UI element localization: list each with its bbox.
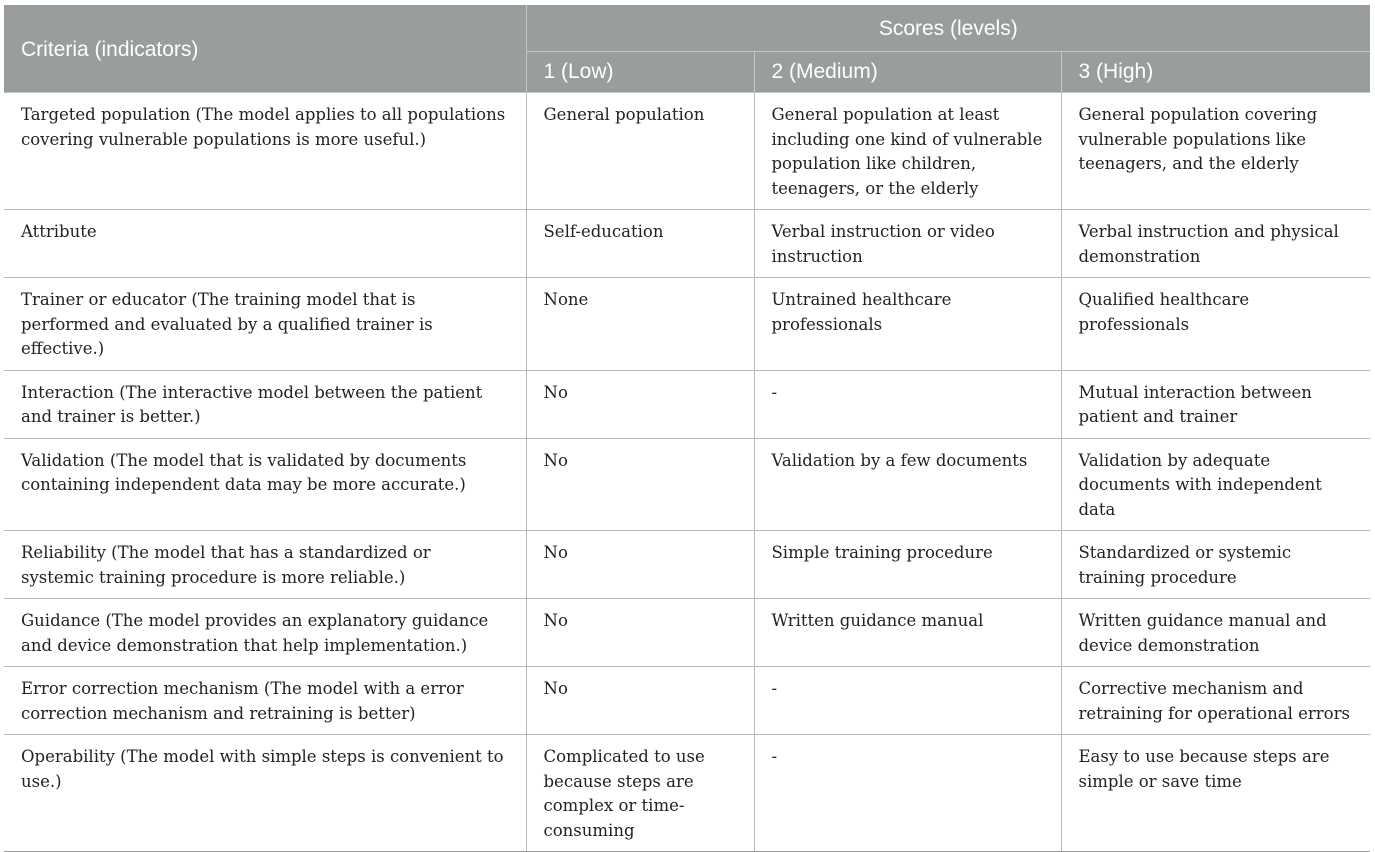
level-high-header: 3 (High) xyxy=(1061,52,1370,93)
table-row xyxy=(4,735,1370,852)
table-row xyxy=(4,370,1370,438)
high-score-cell: Easy to use because steps are simple or save time xyxy=(1061,735,1370,852)
table-header xyxy=(4,5,1370,93)
criteria-column-header: Criteria (indicators) xyxy=(4,5,526,93)
table-row xyxy=(4,438,1370,531)
criterion-cell: Attribute xyxy=(4,210,526,278)
criterion-cell: Reliability (The model that has a standardized or systemic training procedure is more reliable.) xyxy=(4,531,526,599)
header-row-1 xyxy=(4,5,1370,52)
criterion-cell: Targeted population (The model applies to all populations covering vulnerable populations is more useful.) xyxy=(4,93,526,210)
criterion-cell: Error correction mechanism (The model with a error correction mechanism and retraining is better) xyxy=(4,667,526,735)
medium-score-cell: Verbal instruction or video instruction xyxy=(754,210,1061,278)
table-row xyxy=(4,93,1370,210)
low-score-cell: General population xyxy=(526,93,754,210)
criterion-cell: Validation (The model that is validated by documents containing independent data may be more accurate.) xyxy=(4,438,526,531)
medium-score-cell: Untrained healthcare professionals xyxy=(754,278,1061,371)
high-score-cell: Written guidance manual and device demonstration xyxy=(1061,599,1370,667)
high-score-cell: Qualified healthcare professionals xyxy=(1061,278,1370,371)
criterion-cell: Trainer or educator (The training model that is performed and evaluated by a qualified trainer is effective.) xyxy=(4,278,526,371)
low-score-cell: No xyxy=(526,599,754,667)
low-score-cell: None xyxy=(526,278,754,371)
table-row xyxy=(4,531,1370,599)
criteria-scores-table xyxy=(4,5,1370,852)
table-body xyxy=(4,93,1370,852)
high-score-cell: Mutual interaction between patient and trainer xyxy=(1061,370,1370,438)
high-score-cell: Validation by adequate documents with independent data xyxy=(1061,438,1370,531)
criterion-cell: Operability (The model with simple steps is convenient to use.) xyxy=(4,735,526,852)
criterion-cell: Interaction (The interactive model between the patient and trainer is better.) xyxy=(4,370,526,438)
high-score-cell: General population covering vulnerable populations like teenagers, and the elderly xyxy=(1061,93,1370,210)
high-score-cell: Verbal instruction and physical demonstration xyxy=(1061,210,1370,278)
medium-score-cell: - xyxy=(754,667,1061,735)
table-row xyxy=(4,667,1370,735)
level-low-header: 1 (Low) xyxy=(526,52,754,93)
low-score-cell: No xyxy=(526,531,754,599)
medium-score-cell: Simple training procedure xyxy=(754,531,1061,599)
level-medium-header: 2 (Medium) xyxy=(754,52,1061,93)
medium-score-cell: Written guidance manual xyxy=(754,599,1061,667)
table-row xyxy=(4,599,1370,667)
criterion-cell: Guidance (The model provides an explanatory guidance and device demonstration that help implementation.) xyxy=(4,599,526,667)
high-score-cell: Corrective mechanism and retraining for operational errors xyxy=(1061,667,1370,735)
low-score-cell: No xyxy=(526,667,754,735)
low-score-cell: No xyxy=(526,370,754,438)
low-score-cell: Self-education xyxy=(526,210,754,278)
medium-score-cell: Validation by a few documents xyxy=(754,438,1061,531)
table-row xyxy=(4,210,1370,278)
medium-score-cell: - xyxy=(754,370,1061,438)
medium-score-cell: General population at least including one kind of vulnerable population like children, teenagers, or the elderly xyxy=(754,93,1061,210)
medium-score-cell: - xyxy=(754,735,1061,852)
high-score-cell: Standardized or systemic training procedure xyxy=(1061,531,1370,599)
low-score-cell: No xyxy=(526,438,754,531)
table-row xyxy=(4,278,1370,371)
low-score-cell: Complicated to use because steps are complex or time-consuming xyxy=(526,735,754,852)
scores-group-header: Scores (levels) xyxy=(526,5,1370,52)
